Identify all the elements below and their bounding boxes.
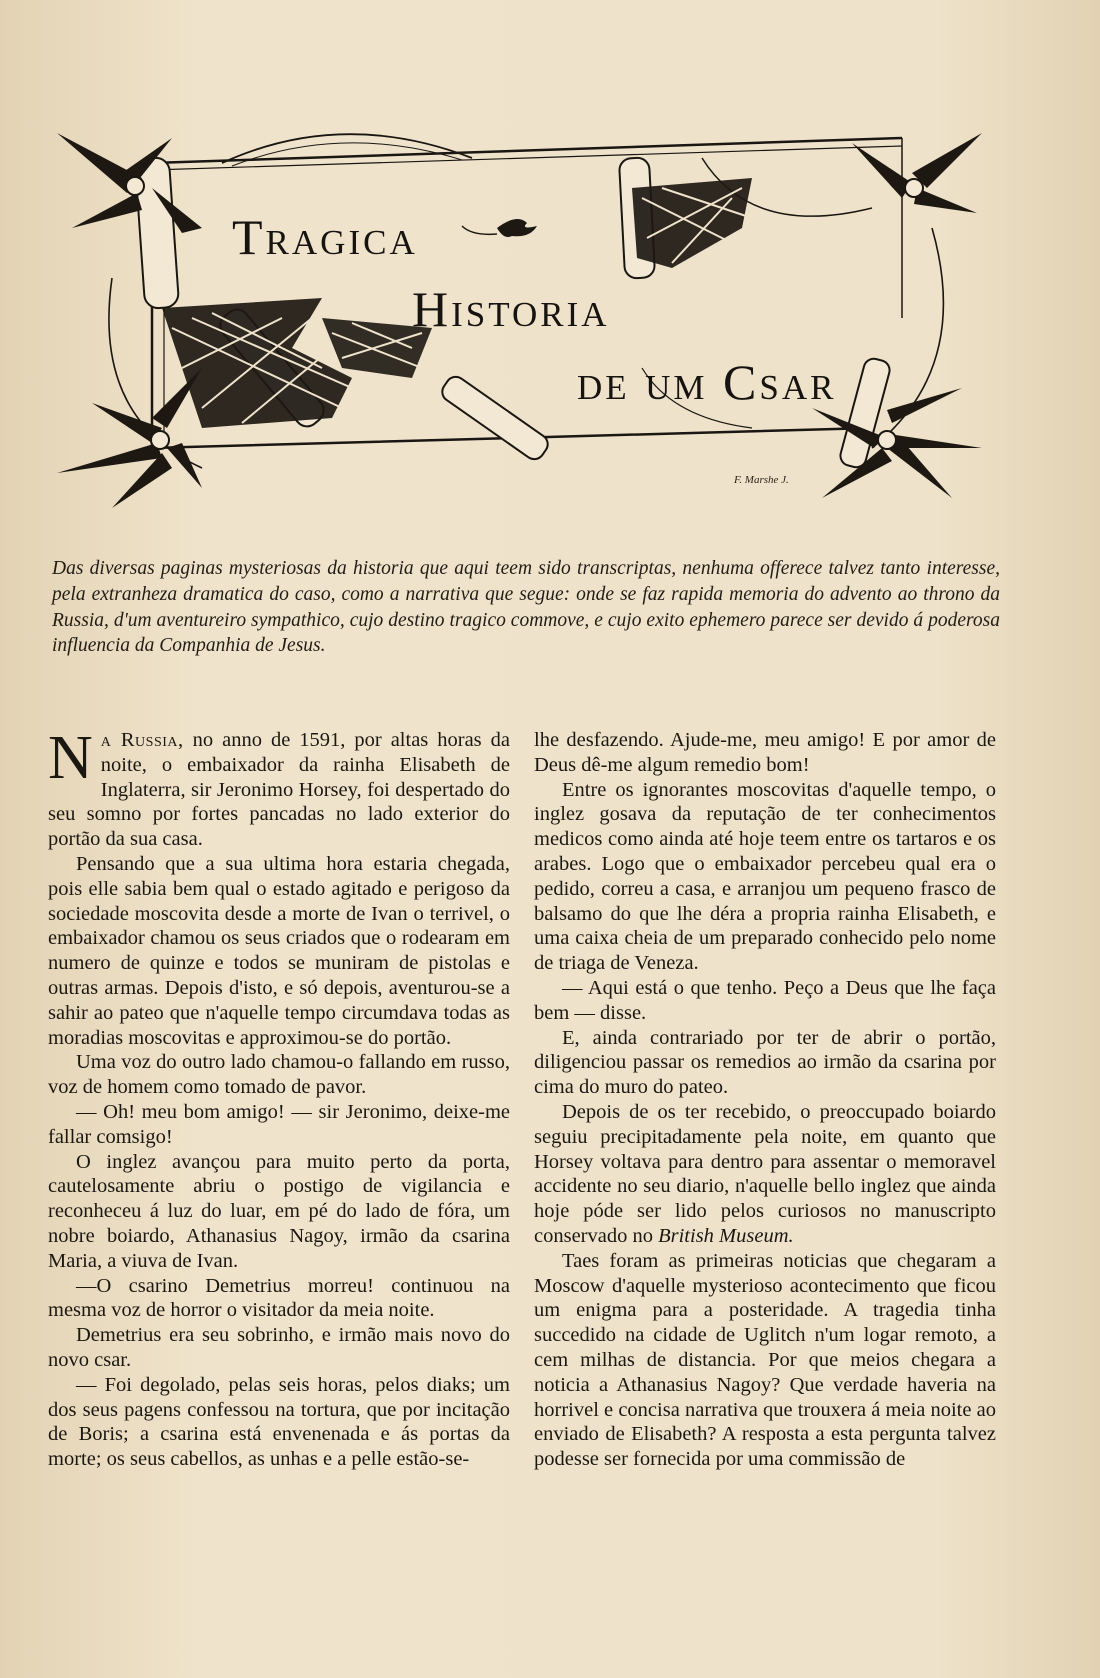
artist-signature: F. Marshe J. [734,474,789,486]
paragraph: O inglez avançou para muito perto da porta, cautelosamente abriu o postigo de vigilancia e reconheceu á luz do luar, em pé do lado de fóra, um nobre boiardo, Athanasius Nagoy, irmão da csarina Maria, a viuva de Ivan. [48,1150,510,1272]
leaf-ornament-icon [462,219,537,237]
left-column [48,724,510,1472]
title-banner [52,118,987,508]
right-column [534,728,996,1472]
paragraph: Entre os ignorantes moscovitas d'aquelle tempo, o inglez gosava da reputação de ter conhecimentos medicos como ainda até hoje teem entre os tartaros e os arabes. Logo que o embaixador percebeu qual era o pedido, correu a casa, e arranjou um pequeno frasco de balsamo do que lhe déra a propria rainha Elisabeth, e uma caixa cheia de um preparado conhecido pelo nome de triaga de Veneza. [534,778,996,975]
drop-cap: N [48,724,93,792]
title-line-3: de um Csar [577,354,837,410]
title-line-2: Historia [412,281,610,337]
paragraph: E, ainda contrariado por ter de abrir o portão, diligenciou passar os remedios ao irmão da csarina por cima do muro do pateo. [534,1026,996,1099]
paragraph: — Foi degolado, pelas seis horas, pelos diaks; um dos seus pagens confessou na tortura, que por incitação de Boris; a csarina está envenenada e ás portas da morte; os seus cabellos, as unhas e a pelle estão-se- [48,1373,510,1471]
paragraph: Taes foram as primeiras noticias que chegaram a Moscow d'aquelle mysterioso acontecimento que ficou um enigma para a posteridade. A tragedia tinha succedido na cidade de Uglitch n'um logar remoto, a cem milhas de distancia. Por que meios chegara a noticia a Athanasius Nagoy? Que verdade haveria na horrivel e concisa narrativa que trouxera á meia noite ao enviado de Elisabeth? A resposta a esta pergunta talvez podesse ser fornecida por uma commissão de [534,1249,996,1471]
paragraph [534,1100,996,1249]
paragraph: — Oh! meu bom amigo! — sir Jeronimo, deixe-me fallar comsigo! [48,1100,510,1148]
paragraph: — Aqui está o que tenho. Peço a Deus que lhe faça bem — disse. [534,976,996,1024]
opening-text: no anno de 1591, por altas horas da noite, o embaixador da rainha Elisabeth de Inglaterra, sir Jeronimo Horsey, foi despertado do seu somno por fortes pancadas no lado exterior do portão da sua casa. [48,729,510,851]
paragraph: lhe desfazendo. Ajude-me, meu amigo! E por amor de Deus dê-me algum remedio bom! [534,729,996,776]
title-line-1: Tragica [232,209,418,265]
opening-smallcaps: a Russia, [100,729,184,751]
museum-name: British Museum. [658,1224,794,1247]
intro-paragraph: Das diversas paginas mysteriosas da historia que aqui teem sido transcriptas, nenhuma offerece talvez tanto interesse, pela extranheza dramatica do caso, como a narrativa que segue: onde se faz rapida memoria do advento ao throno da Russia, d'um aventureiro sympathico, cujo destino tragico commove, e cujo exito ephemero parece ser devido á poderosa influencia da Companhia de Jesus. [52,558,1000,657]
paragraph: Demetrius era seu sobrinho, e irmão mais novo do novo csar. [48,1324,510,1371]
paragraph: Uma voz do outro lado chamou-o fallando em russo, voz de homem como tomado de pavor. [48,1051,510,1099]
paragraph-text: Depois de os ter recebido, o preoccupado boiardo seguiu precipitadamente pela noite, em quanto que Horsey voltava para dentro para assentar o memoravel accidente no seu diario, n'aquelle bello inglez que ainda hoje póde ser lido pelos curiosos no manuscripto conservado no [534,1100,996,1247]
opening-paragraph [48,724,510,852]
paragraph: —O csarino Demetrius morreu! continuou na mesma voz de horror o visitador da meia noite. [48,1274,510,1322]
paragraph: Pensando que a sua ultima hora estaria chegada, pois elle sabia bem qual o estado agitado e perigoso da sociedade moscovita desde a morte de Ivan o terrivel, o embaixador chamou os seus criados que o rodearam em numero de quinze e todos se muniram de pistolas e outras armas. Depois d'isto, e só depois, aventurou-se a sahir ao pateo que n'aquelle tempo circumdava todas as moradias moscovitas e approximou-se do portão. [48,852,510,1049]
